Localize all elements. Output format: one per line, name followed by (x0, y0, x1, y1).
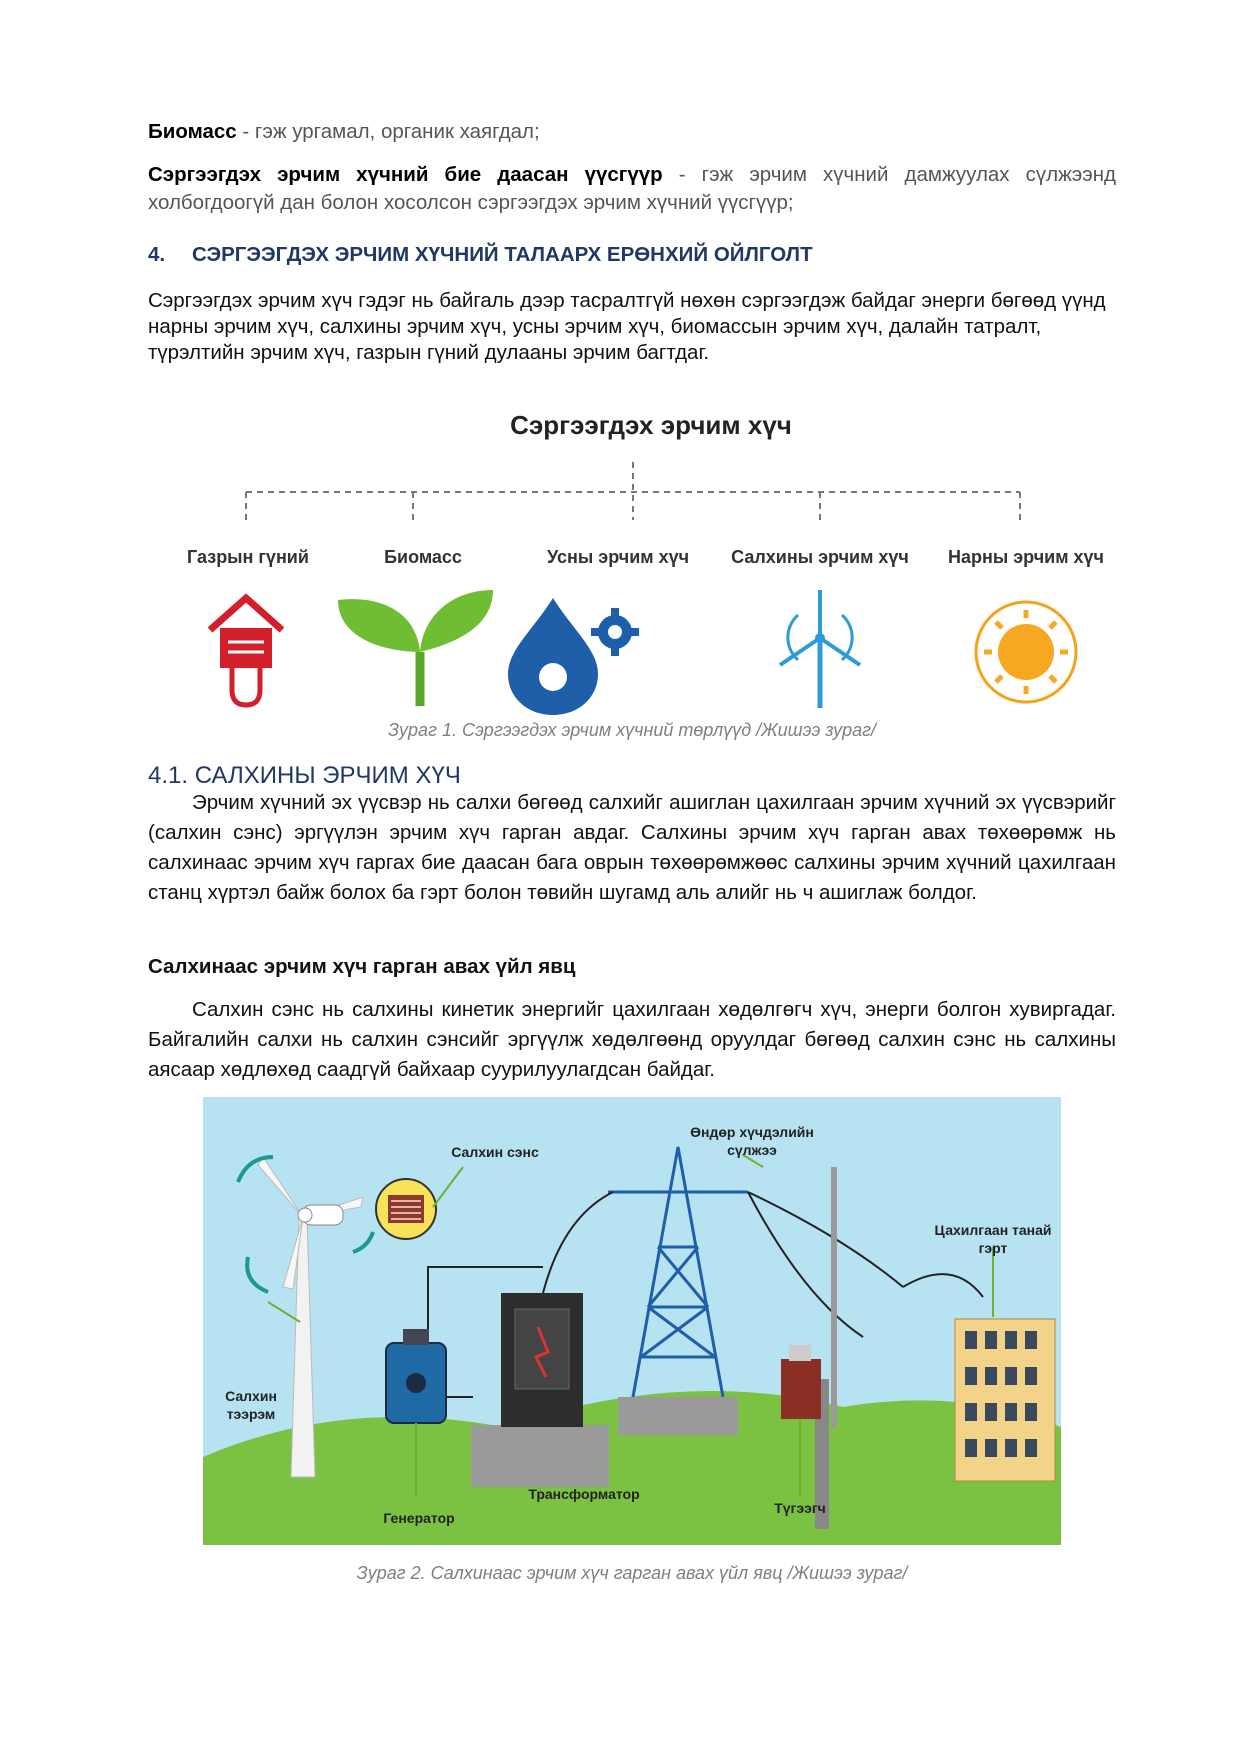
definition-term: Сэргээгдэх эрчим хүчний бие даасан үүсгүүр (148, 163, 663, 186)
section-4-1-paragraph: Эрчим хүчний эх үүсвэр нь салхи бөгөөд салхийг ашиглан цахилгаан эрчим хүчний эх үүсвэрийг (салхин сэнс) эргүүлэн эрчим хүч гарган авдаг. Салхины эрчим хүч гарган авах төхөөрөмж нь салхинаас эрчим хүч гаргах бие даасан бага оврын төхөөрөмжөөс салхины эрчим хүчний цахилгаан станц хүртэл байж болох ба гэрт болон төвийн шугамд аль алийг нь ч ашиглаж болдог. (148, 791, 1116, 904)
wind-turbine-icon (780, 590, 860, 708)
figure-1-label-wind: Салхины эрчим хүч (731, 547, 909, 567)
label-distributor: Түгээгч (774, 1500, 826, 1516)
home-building (955, 1319, 1055, 1481)
definition-text: - гэж ургамал, органик хаягдал; (236, 120, 540, 143)
gearbox-detail-bubble (376, 1179, 436, 1239)
section-4-1-subheading: Салхинаас эрчим хүч гарган авах үйл явц (148, 955, 576, 978)
sun-icon (976, 602, 1076, 702)
figure-1-title: Сэргээгдэх эрчим хүч (510, 410, 792, 440)
section-number: 4. (148, 243, 166, 266)
figure-1-connector-tree (246, 462, 1020, 520)
water-drop-gear-icon (508, 598, 639, 715)
label-grid-line-1: Өндөр хүчдэлийн (690, 1124, 814, 1140)
figure-1-label-geothermal: Газрын гүний (187, 547, 309, 567)
label-grid-line-2: сүлжээ (727, 1142, 777, 1158)
label-wind-fan: Салхин сэнс (451, 1144, 539, 1160)
section-4-heading (148, 243, 813, 267)
definition-biomass (148, 118, 1116, 146)
section-4-paragraph: Сэргээгдэх эрчим хүч гэдэг нь байгаль дээр тасралтгүй нөхөн сэргээгдэж байдаг энерги бөгөөд үүнд нарны эрчим хүч, салхины эрчим хүч, усны эрчим хүч, биомассын эрчим хүч, далайн татралт, түрэлтийн эрчим хүч, газрын гүний дулааны эрчим багтдаг. (148, 289, 1106, 364)
plant-sprout-icon (338, 590, 493, 706)
figure-2-wind-power-process (203, 1097, 1061, 1545)
definition-term: Биомасс (148, 120, 237, 143)
figure-1-label-solar: Нарны эрчим хүч (947, 547, 1105, 567)
figure-1-caption: Зураг 1. Сэргээгдэх эрчим хүчний төрлүүд /Жишээ зураг/ (388, 720, 876, 740)
label-home-line-1: Цахилгаан танай (934, 1222, 1052, 1238)
label-mill-line-2: тээрэм (226, 1406, 276, 1422)
figure-2-caption: Зураг 2. Салхинаас эрчим хүч гарган авах үйл явц /Жишээ зураг/ (356, 1563, 908, 1583)
label-mill-line-1: Салхин (225, 1388, 277, 1404)
definition-standalone-source (148, 161, 1116, 217)
section-4-1-heading: 4.1. САЛХИНЫ ЭРЧИМ ХҮЧ (148, 762, 461, 789)
generator-illustration (386, 1329, 446, 1423)
figure-1-renewable-types (148, 390, 1116, 720)
label-home-line-2: гэрт (978, 1240, 1008, 1256)
definition-text: - гэж эрчим хүчний дамжуулах сүлжээнд холбогдоогүй дан болон хосолсон сэргээгдэх эрчим хүчний үүсгүүр; (148, 163, 1116, 214)
figure-1-label-biomass: Биомасс (384, 547, 462, 567)
geothermal-house-icon (210, 598, 282, 705)
label-generator: Генератор (383, 1510, 455, 1526)
figure-1-label-hydro: Усны эрчим хүч (546, 547, 690, 567)
label-transformer: Трансформатор (528, 1486, 640, 1502)
section-title: СЭРГЭЭГДЭХ ЭРЧИМ ХҮЧНИЙ ТАЛААРХ ЕРӨНХИЙ ОЙЛГОЛТ (192, 243, 813, 266)
section-4-1-paragraph-2: Салхин сэнс нь салхины кинетик энергийг цахилгаан хөдөлгөгч хүч, энерги болгон хувиргадаг. Байгалийн салхи нь салхин сэнсийг эргүүлж хөдөлгөөнд оруулдаг бөгөөд салхин сэнс нь салхины аясаар хөдлөхөд саадгүй байхаар суурилуулагдсан байдаг. (148, 998, 1116, 1081)
